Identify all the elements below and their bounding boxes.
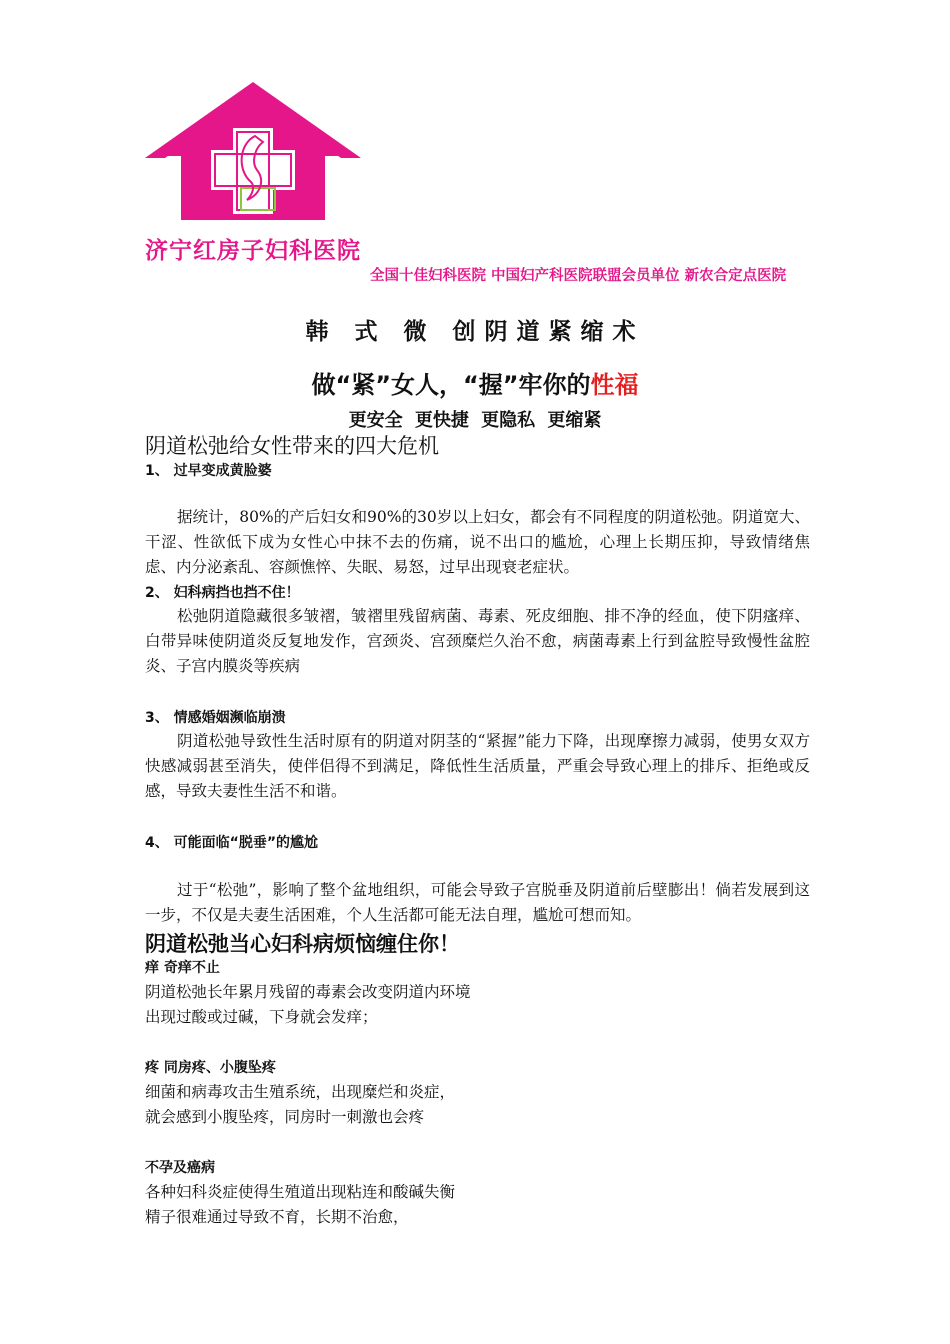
logo-text: 济宁红房子妇科医院 xyxy=(145,238,361,264)
disease-3-line-1: 各种妇科炎症使得生殖道出现粘连和酸碱失衡 xyxy=(145,1183,456,1201)
crisis-1-text: 据统计，80%的产后妇女和90%的30岁以上妇女，都会有不同程度的阴道松弛。阴道宽大、干涩、性欲低下成为女性心中抹不去的伤痛，说不出口的尴尬，心理上长期压抑，导致情绪焦虑、内分泌紊乱、容颜憔悴、失眠、易怒，过早出现衰老症状。 xyxy=(145,508,810,576)
tagline: 全国十佳妇科医院 中国妇产科医院联盟会员单位 新农合定点医院 xyxy=(370,268,787,284)
crisis-4-text: 过于“松弛”，影响了整个盆地组织，可能会导致子宫脱垂及阴道前后壁膨出！倘若发展到这一步，不仅是夫妻生活困难，个人生活都可能无法自理，尴尬可想而知。 xyxy=(145,881,810,924)
crisis-2-text: 松弛阴道隐藏很多皱褶，皱褶里残留病菌、毒素、死皮细胞、排不净的经血，使下阴瘙痒、白带异味使阴道炎反复地发作，宫颈炎、宫颈糜烂久治不愈，病菌毒素上行到盆腔导致慢性盆腔炎、子宫内膜炎等疾病 xyxy=(145,607,810,675)
disease-2-line-1: 细菌和病毒攻击生殖系统，出现糜烂和炎症， xyxy=(145,1083,456,1101)
section2-heading: 阴道松弛当心妇科病烦恼缠住你！ xyxy=(145,932,460,956)
section1-heading: 阴道松弛给女性带来的四大危机 xyxy=(145,434,439,458)
crisis-3-text: 阴道松弛导致性生活时原有的阴道对阴茎的“紧握”能力下降，出现摩擦力减弱，使男女双方快感减弱甚至消失，使伴侣得不到满足，降低性生活质量，严重会导致心理上的排斥、拒绝或反感，导致夫妻性生活不和谐。 xyxy=(145,732,810,800)
disease-2-line-2: 就会感到小腹坠疼，同房时一刺激也会疼 xyxy=(145,1108,425,1126)
slogan xyxy=(0,365,950,400)
disease-2-title: 疼 同房疼、小腹坠疼 xyxy=(145,1060,276,1076)
disease-3-title: 不孕及癌病 xyxy=(145,1160,215,1176)
crisis-4-title: 4、 可能面临“脱垂”的尴尬 xyxy=(145,835,319,851)
benefits: 更安全 更快捷 更隐私 更缩紧 xyxy=(348,410,602,431)
disease-1-line-2: 出现过酸或过碱，下身就会发痒； xyxy=(145,1008,378,1026)
disease-1-title: 痒 奇痒不止 xyxy=(145,960,220,976)
slogan-main: 做“紧”女人，“握”牢你的 xyxy=(311,371,591,399)
disease-1-line-1: 阴道松弛长年累月残留的毒素会改变阴道内环境 xyxy=(145,983,471,1001)
disease-3-line-2: 精子很难通过导致不育，长期不治愈， xyxy=(145,1208,409,1226)
slogan-highlight: 性福 xyxy=(590,371,639,399)
crisis-2-title: 2、 妇科病挡也挡不住！ xyxy=(145,585,300,601)
crisis-3-title: 3、 情感婚姻濒临崩溃 xyxy=(145,710,286,726)
crisis-1-title: 1、 过早变成黄脸婆 xyxy=(145,463,272,479)
page-title: 韩 式 微 创阴道紧缩术 xyxy=(305,319,645,345)
